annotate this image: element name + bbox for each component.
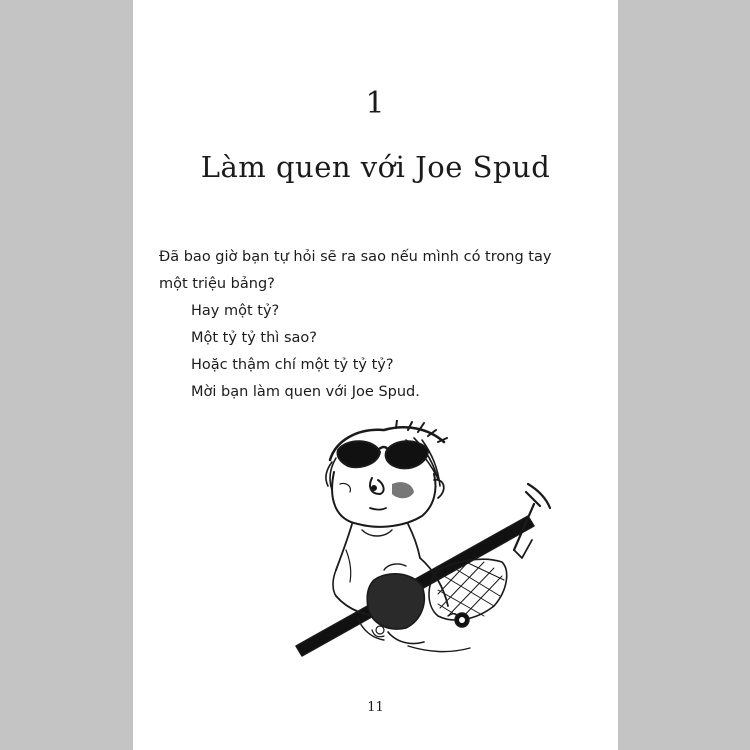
paragraph-line: một triệu bảng? bbox=[159, 276, 275, 292]
joe-spud-illustration bbox=[288, 420, 563, 665]
chapter-body bbox=[159, 244, 589, 406]
book-page bbox=[133, 0, 618, 750]
body-line: Một tỷ tỷ thì sao? bbox=[191, 330, 317, 346]
page-number: 11 bbox=[367, 700, 384, 715]
body-line: Hoặc thậm chí một tỷ tỷ tỷ? bbox=[191, 357, 394, 373]
body-line: Mời bạn làm quen với Joe Spud. bbox=[191, 384, 420, 400]
chapter-title: Làm quen với Joe Spud bbox=[200, 150, 551, 184]
right-margin-area bbox=[618, 0, 750, 750]
left-margin-area bbox=[0, 0, 133, 750]
paragraph-line: Đã bao giờ bạn tự hỏi sẽ ra sao nếu mình có trong tay bbox=[159, 249, 552, 265]
chapter-number: 1 bbox=[365, 86, 386, 121]
body-line: Hay một tỷ? bbox=[191, 303, 280, 319]
